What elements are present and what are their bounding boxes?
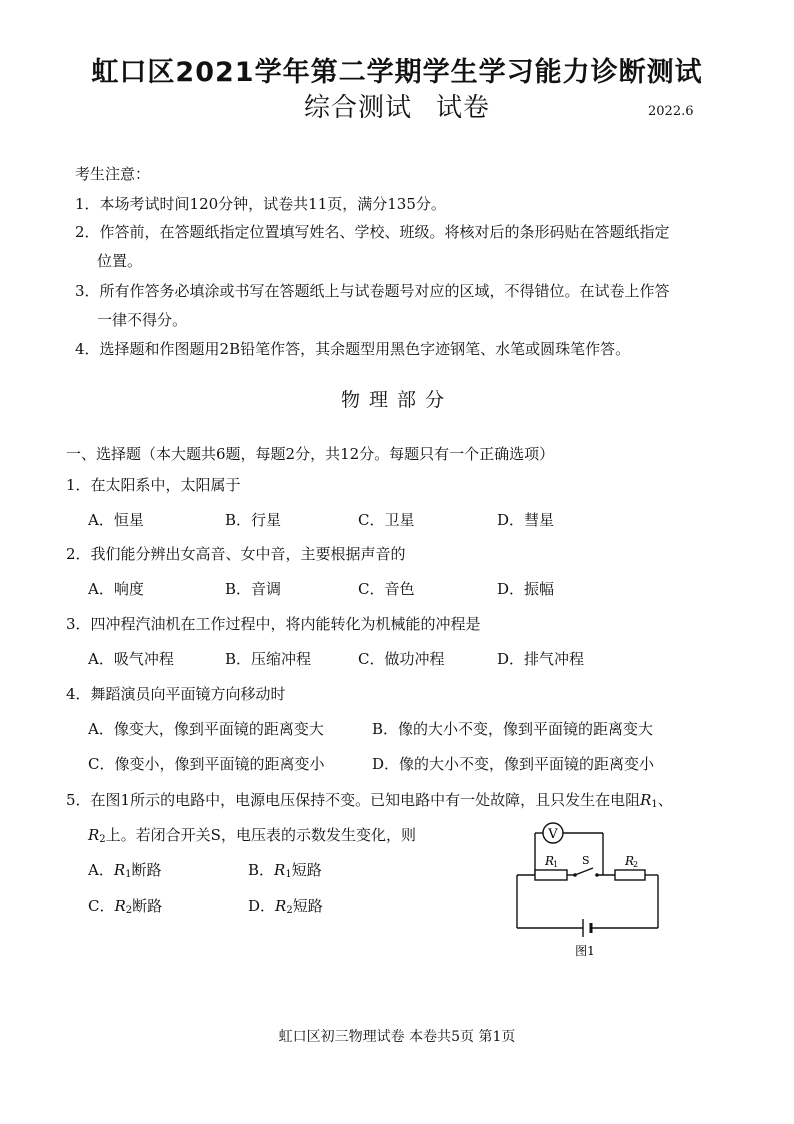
exam-date: 2022.6 xyxy=(648,104,694,119)
question-1-option-c: C．卫星 xyxy=(358,511,415,529)
question-5-option-d: D．$R_2$短路 xyxy=(248,897,323,916)
exam-title: 虹口区2021学年第二学期学生学习能力诊断测试 xyxy=(91,57,703,88)
resistor-r1-icon xyxy=(535,870,567,880)
question-2-option-a: A．响度 xyxy=(88,580,144,598)
question-4-option-c: C．像变小，像到平面镜的距离变小 xyxy=(88,755,325,773)
notice-item: 一律不得分。 xyxy=(97,311,188,329)
question-5-option-a: A．$R_1$断路 xyxy=(88,861,162,880)
question-2-option-d: D．振幅 xyxy=(497,580,555,598)
question-1-stem: 1．在太阳系中，太阳属于 xyxy=(66,476,241,494)
part-heading: 一、选择题（本大题共6题，每题2分，共12分。每题只有一个正确选项） xyxy=(66,445,555,463)
question-3-stem: 3．四冲程汽油机在工作过程中，将内能转化为机械能的冲程是 xyxy=(66,615,481,633)
voltmeter-label: V xyxy=(548,827,558,842)
question-5-stem-line1: 5．在图1所示的电路中，电源电压保持不变。已知电路中有一处故障，且只发生在电阻$R_1$、 xyxy=(66,791,673,810)
switch-contact-icon xyxy=(573,873,577,877)
question-5-option-c: C．$R_2$断路 xyxy=(88,897,163,916)
question-2-option-c: C．音色 xyxy=(358,580,415,598)
notice-heading: 考生注意： xyxy=(75,165,151,183)
question-1-option-d: D．彗星 xyxy=(497,511,555,529)
question-5-stem-line2: $R_2$上。若闭合开关S，电压表的示数发生变化，则 xyxy=(88,826,416,845)
r1-label-sub: 1 xyxy=(553,860,559,869)
switch-contact-icon xyxy=(595,873,599,877)
r2-label-sub: 2 xyxy=(633,860,639,869)
switch-label: S xyxy=(582,854,590,867)
notice-item: 4．选择题和作图题用2B铅笔作答，其余题型用黑色字迹钢笔、水笔或圆珠笔作答。 xyxy=(75,340,631,358)
question-2-option-b: B．音调 xyxy=(225,580,282,598)
question-4-option-d: D．像的大小不变，像到平面镜的距离变小 xyxy=(372,755,655,773)
question-3-option-d: D．排气冲程 xyxy=(497,650,585,668)
question-5-option-b: B．$R_1$短路 xyxy=(248,861,322,880)
question-1-option-b: B．行星 xyxy=(225,511,282,529)
r1-label-letter: R xyxy=(545,854,555,868)
page-footer: 虹口区初三物理试卷 本卷共5页 第1页 xyxy=(278,1029,516,1045)
notice-item: 2．作答前，在答题纸指定位置填写姓名、学校、班级。将核对后的条形码贴在答题纸指定 xyxy=(75,223,670,241)
notice-item: 位置。 xyxy=(97,252,143,270)
subtitle-part-b: 试卷 xyxy=(436,93,491,123)
resistor-r2-icon xyxy=(615,870,645,880)
notice-item: 3．所有作答务必填涂或书写在答题纸上与试卷题号对应的区域，不得错位。在试卷上作答 xyxy=(75,282,670,300)
question-4-stem: 4．舞蹈演员向平面镜方向移动时 xyxy=(66,685,286,703)
question-3-option-c: C．做功冲程 xyxy=(358,650,445,668)
subtitle-part-a: 综合测试 xyxy=(303,93,412,123)
question-3-option-b: B．压缩冲程 xyxy=(225,650,312,668)
circuit-diagram xyxy=(505,818,675,963)
figure-caption: 图1 xyxy=(575,944,595,958)
notice-item: 1．本场考试时间120分钟，试卷共11页，满分135分。 xyxy=(75,195,446,213)
section-title: 物理部分 xyxy=(340,389,453,411)
question-4-option-b: B．像的大小不变，像到平面镜的距离变大 xyxy=(372,720,654,738)
question-3-option-a: A．吸气冲程 xyxy=(88,650,174,668)
question-1-option-a: A．恒星 xyxy=(88,511,144,529)
r2-label-letter: R xyxy=(625,854,635,868)
question-2-stem: 2．我们能分辨出女高音、女中音，主要根据声音的 xyxy=(66,545,406,563)
question-4-option-a: A．像变大，像到平面镜的距离变大 xyxy=(88,720,324,738)
